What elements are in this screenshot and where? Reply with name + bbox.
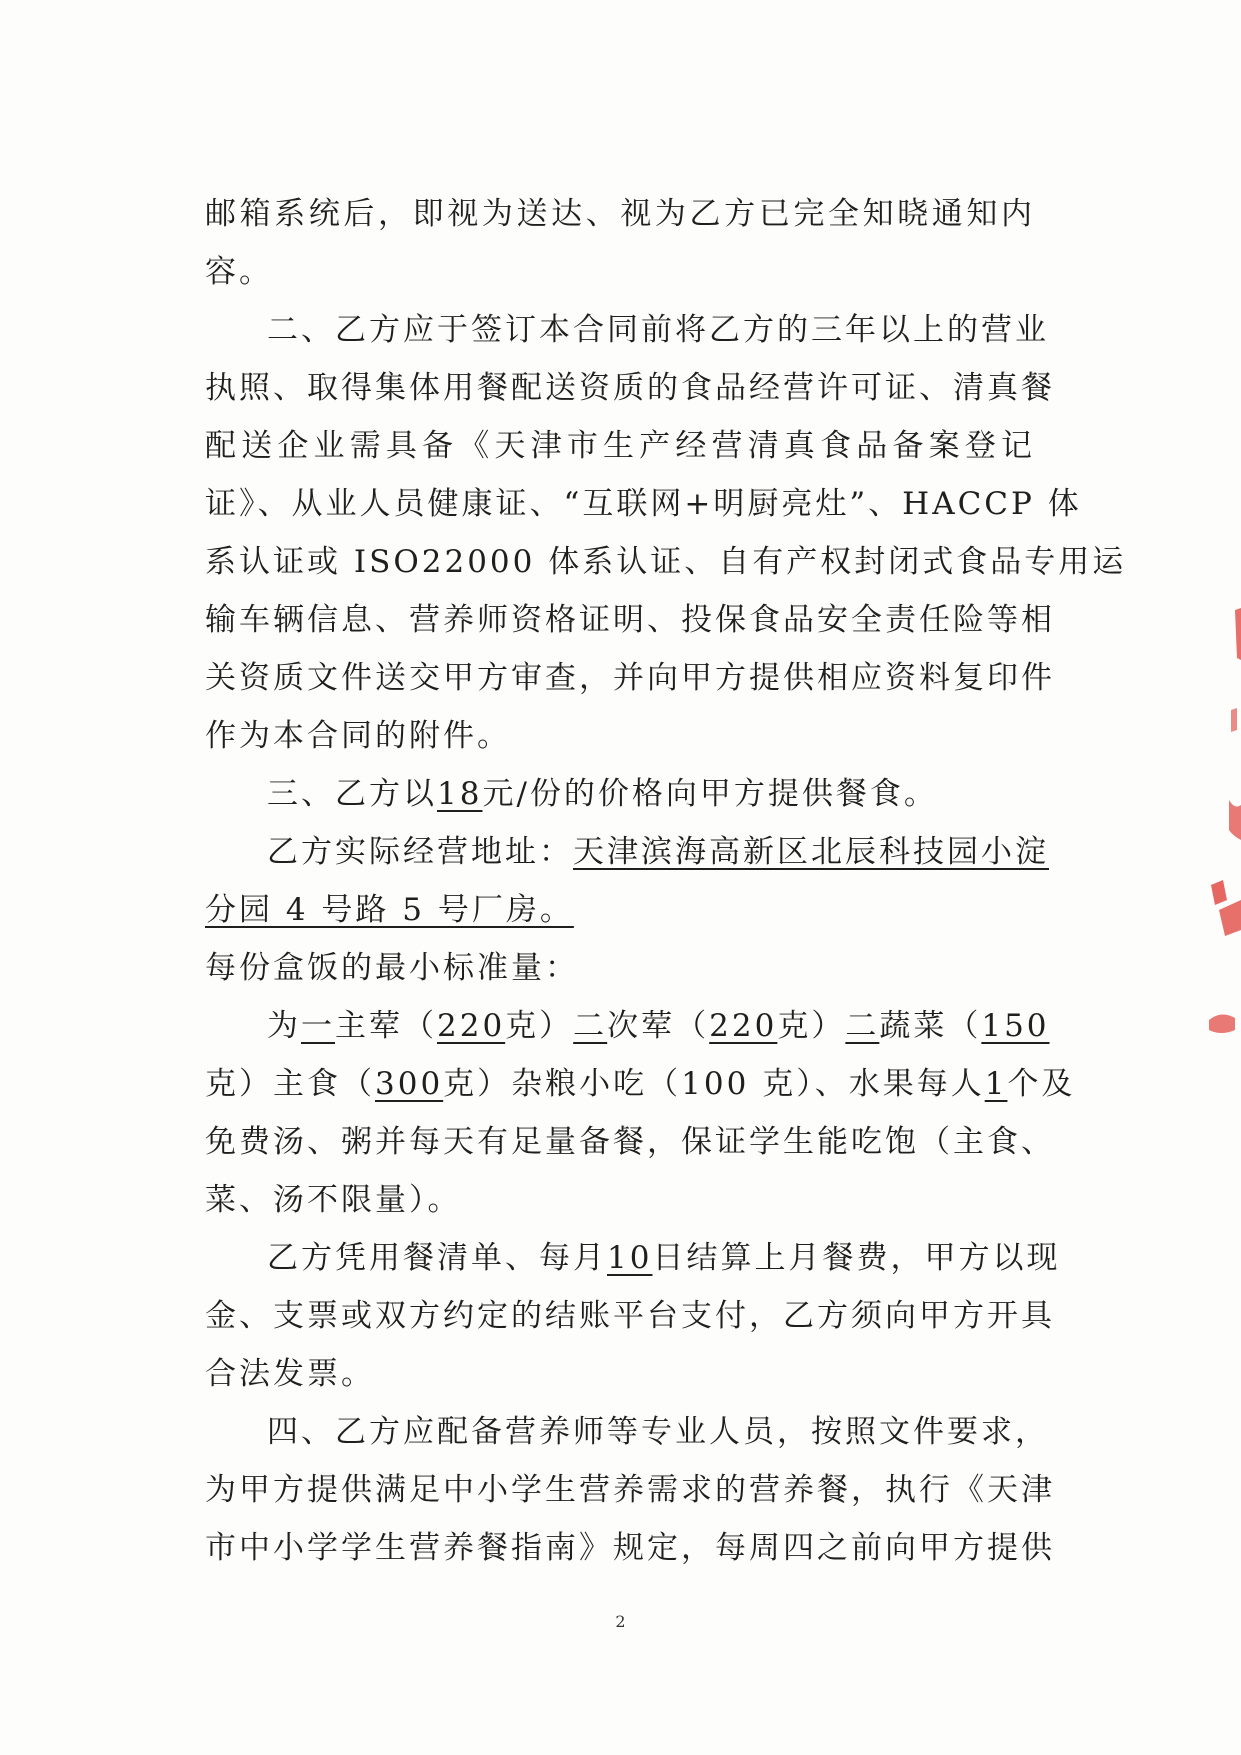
- portion-text: 克）: [777, 1008, 846, 1044]
- portion-weight: 150: [981, 1008, 1050, 1044]
- settle-line: [205, 1229, 1061, 1287]
- portion-text: 个及: [1007, 1066, 1076, 1102]
- portion-text: 次荤（: [607, 1008, 710, 1044]
- text-line: 证》、从业人员健康证、“互联网+明厨亮灶”、HACCP 体: [205, 486, 1082, 522]
- settle-text: 日结算上月餐费，甲方以现: [652, 1240, 1061, 1276]
- price-value: 18: [437, 776, 483, 812]
- portion-title: 每份盒饭的最小标准量：: [205, 950, 579, 986]
- text-line: 免费汤、粥并每天有足量备餐，保证学生能吃饱（主食、: [205, 1124, 1055, 1160]
- text-line: 邮箱系统后，即视为送达、视为乙方已完全知晓通知内: [205, 196, 1035, 232]
- text-line: 关资质文件送交甲方审查，并向甲方提供相应资料复印件: [205, 660, 1055, 696]
- portion-text: 为: [267, 1008, 301, 1044]
- text-line: 作为本合同的附件。: [205, 718, 511, 754]
- address-line-2: [205, 881, 1035, 939]
- portion-weight: 300: [375, 1066, 444, 1102]
- portion-line: [205, 1055, 1076, 1113]
- portion-count: 二: [573, 1008, 608, 1044]
- text-line: 容。: [205, 254, 273, 290]
- seal-stamp-fragment: [1201, 600, 1241, 1100]
- portion-text: 克）: [505, 1008, 574, 1044]
- text-line: 菜、汤不限量）。: [205, 1182, 462, 1218]
- portion-count: 一: [301, 1008, 335, 1044]
- text-line: 市中小学学生营养餐指南》规定，每周四之前向甲方提供: [205, 1530, 1055, 1566]
- portion-text: 克）杂粮小吃（100 克）、水果每人: [443, 1066, 985, 1102]
- portion-count: 1: [984, 1066, 1008, 1102]
- text-line: 二、乙方应于签订本合同前将乙方的三年以上的营业: [267, 312, 1049, 348]
- settle-text: 乙方凭用餐清单、每月: [267, 1240, 607, 1276]
- text-line: 系认证或 ISO22000 体系认证、自有产权封闭式食品专用运: [205, 544, 1127, 580]
- portion-text: 主荤（: [335, 1008, 437, 1044]
- address-label: 乙方实际经营地址：: [267, 834, 573, 870]
- address-line: [205, 823, 1049, 881]
- text-line: 配送企业需具备《天津市生产经营清真食品备案登记: [205, 428, 1035, 464]
- text-line: 为甲方提供满足中小学生营养需求的营养餐，执行《天津: [205, 1472, 1055, 1508]
- portion-text: 克）主食（: [205, 1066, 375, 1102]
- text-line: 合法发票。: [205, 1356, 375, 1392]
- address-value-2: 分园 4 号路 5 号厂房。: [205, 892, 574, 928]
- price-suffix: 元/份的价格向甲方提供餐食。: [482, 776, 938, 812]
- portion-count: 二: [845, 1008, 880, 1044]
- document-body: [205, 185, 1127, 1577]
- portion-text: 蔬菜（: [879, 1008, 982, 1044]
- text-line: 执照、取得集体用餐配送资质的食品经营许可证、清真餐: [205, 370, 1055, 406]
- portion-line: [205, 997, 1050, 1055]
- address-value: 天津滨海高新区北辰科技园小淀: [573, 834, 1049, 870]
- page-number: 2: [615, 1612, 626, 1631]
- text-line: 四、乙方应配备营养师等专业人员，按照文件要求，: [267, 1414, 1049, 1450]
- text-line: 输车辆信息、营养师资格证明、投保食品安全责任险等相: [205, 602, 1055, 638]
- price-prefix: 三、乙方以: [267, 776, 437, 812]
- price-line: [205, 765, 1035, 823]
- portion-weight: 220: [709, 1008, 778, 1044]
- text-line: 金、支票或双方约定的结账平台支付，乙方须向甲方开具: [205, 1298, 1055, 1334]
- portion-weight: 220: [437, 1008, 506, 1044]
- settle-day: 10: [607, 1240, 653, 1276]
